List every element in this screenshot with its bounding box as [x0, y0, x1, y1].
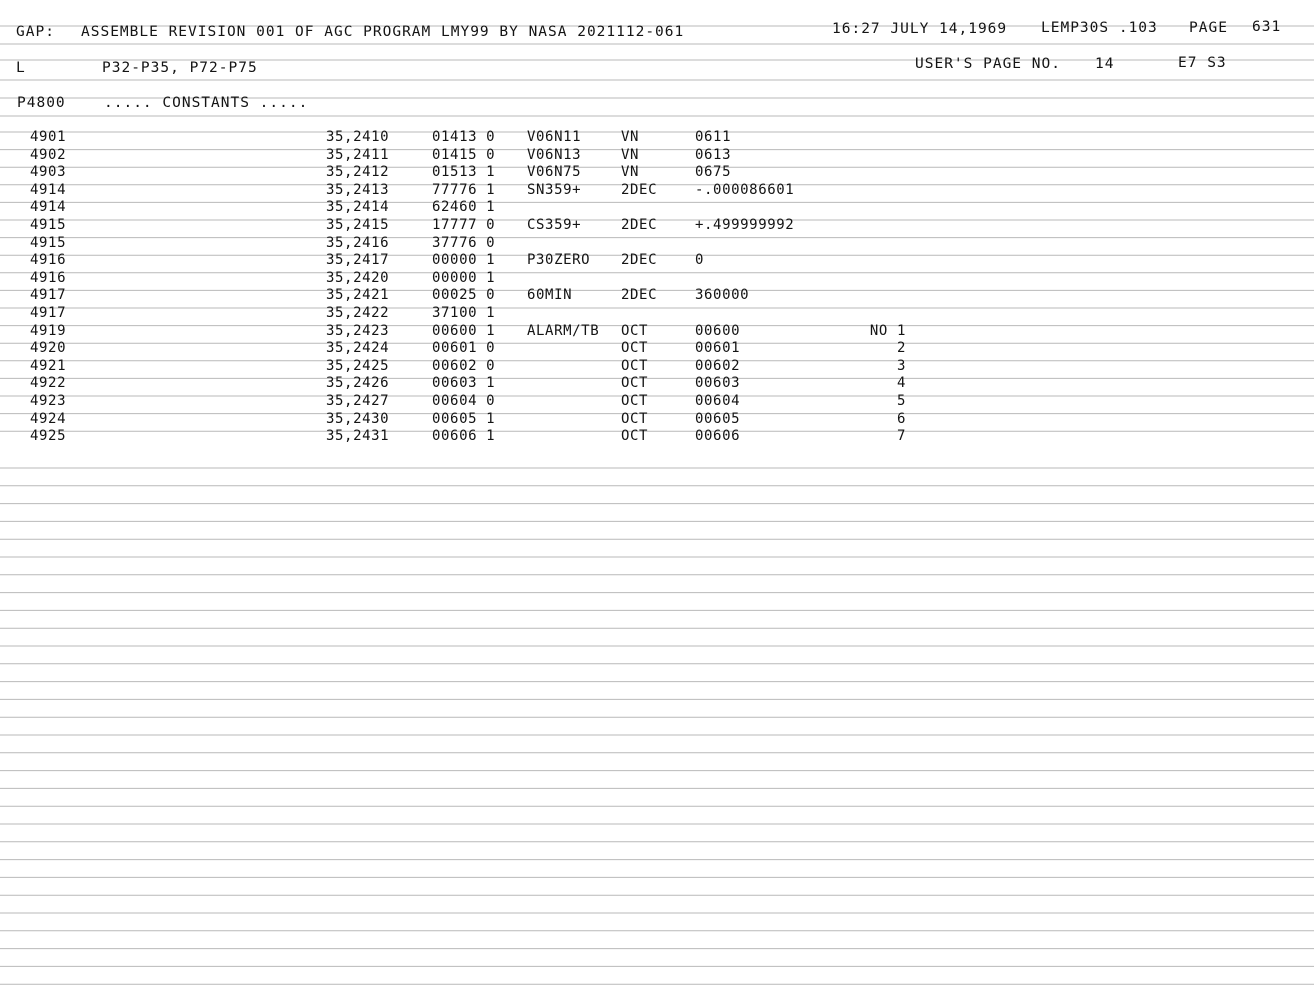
memory-address: 35,2420	[326, 269, 390, 286]
line-number: 4914	[30, 181, 67, 198]
opcode: 2DEC	[621, 287, 658, 304]
gap-label: GAP:	[16, 24, 55, 40]
memory-address: 35,2411	[326, 146, 390, 163]
octal-word: 00000 1	[432, 269, 496, 286]
opcode: OCT	[621, 410, 649, 427]
operand: 0	[695, 252, 705, 269]
line-number: 4919	[30, 322, 67, 339]
subheader-marker: L	[16, 60, 26, 76]
line-number: 4916	[30, 269, 67, 286]
opcode: OCT	[621, 322, 649, 339]
operand: +.499999992	[695, 217, 795, 233]
operand: 00604	[695, 393, 741, 409]
line-number: 4915	[30, 217, 67, 233]
memory-address: 35,2424	[326, 340, 390, 357]
memory-address: 35,2415	[326, 217, 390, 233]
memory-address: 35,2423	[326, 322, 390, 339]
opcode: OCT	[621, 357, 649, 374]
line-number: 4915	[30, 234, 67, 251]
symbol-label: V06N13	[527, 146, 582, 163]
memory-address: 35,2410	[326, 129, 390, 145]
assembly-title: ASSEMBLE REVISION 001 OF AGC PROGRAM LMY99 BY NASA 2021112-061	[81, 24, 685, 40]
opcode: 2DEC	[621, 217, 658, 233]
operand: 00603	[695, 375, 741, 392]
octal-word: 00000 1	[432, 252, 496, 269]
timestamp: 16:27 JULY 14,1969	[832, 21, 1008, 37]
comment: 6	[896, 410, 906, 427]
opcode: OCT	[621, 375, 649, 392]
opcode: VN	[621, 164, 640, 181]
memory-address: 35,2431	[326, 428, 390, 445]
symbol-label: ALARM/TB	[527, 322, 600, 339]
program-range: P32-P35, P72-P75	[102, 60, 258, 76]
memory-address: 35,2430	[326, 410, 390, 427]
memory-address: 35,2422	[326, 305, 390, 321]
memory-address: 35,2426	[326, 375, 390, 392]
operand: 00602	[695, 357, 741, 374]
users-page-number: 14	[1095, 56, 1115, 72]
symbol-label: SN359+	[527, 181, 582, 198]
line-number: 4901	[30, 129, 67, 145]
line-number: 4920	[30, 340, 67, 357]
line-number: 4903	[30, 164, 67, 181]
octal-word: 37776 0	[432, 234, 496, 251]
symbol-label: P30ZERO	[527, 252, 591, 269]
line-number: 4922	[30, 375, 67, 392]
opcode: 2DEC	[621, 181, 658, 198]
symbol-label: CS359+	[527, 217, 582, 233]
section-id: P4800	[17, 95, 66, 111]
comment: 7	[896, 428, 906, 445]
line-number: 4914	[30, 199, 67, 216]
octal-word: 00606 1	[432, 428, 496, 445]
users-page-label: USER'S PAGE NO.	[915, 56, 1061, 72]
octal-word: 00600 1	[432, 322, 496, 339]
memory-address: 35,2413	[326, 181, 390, 198]
opcode: OCT	[621, 340, 649, 357]
line-number: 4917	[30, 305, 67, 321]
memory-address: 35,2425	[326, 357, 390, 374]
opcode: 2DEC	[621, 252, 658, 269]
memory-address: 35,2421	[326, 287, 390, 304]
line-number: 4917	[30, 287, 67, 304]
section-title: ..... CONSTANTS .....	[104, 95, 309, 111]
octal-word: 00601 0	[432, 340, 496, 357]
octal-word: 77776 1	[432, 181, 496, 198]
operand: 00600	[695, 322, 741, 339]
octal-word: 17777 0	[432, 217, 496, 233]
octal-word: 00025 0	[432, 287, 496, 304]
octal-word: 00605 1	[432, 410, 496, 427]
comment: NO 1	[869, 322, 906, 339]
memory-address: 35,2417	[326, 252, 390, 269]
octal-word: 00604 0	[432, 393, 496, 409]
line-number: 4916	[30, 252, 67, 269]
line-number: 4924	[30, 410, 67, 427]
memory-address: 35,2414	[326, 199, 390, 216]
page-number: 631	[1252, 19, 1282, 35]
line-number: 4902	[30, 146, 67, 163]
symbol-label: V06N11	[527, 129, 582, 145]
line-number: 4923	[30, 393, 67, 409]
operand: 0675	[695, 164, 732, 181]
octal-word: 01415 0	[432, 146, 496, 163]
comment: 2	[896, 340, 906, 357]
operand: 00606	[695, 428, 741, 445]
line-number: 4921	[30, 357, 67, 374]
operand: -.000086601	[695, 181, 795, 198]
line-number: 4925	[30, 428, 67, 445]
operand: 0611	[695, 129, 732, 145]
octal-word: 00603 1	[432, 375, 496, 392]
octal-word: 62460 1	[432, 199, 496, 216]
memory-address: 35,2416	[326, 234, 390, 251]
operand: 00601	[695, 340, 741, 357]
comment: 3	[896, 357, 906, 374]
opcode: OCT	[621, 393, 649, 409]
page-code: E7 S3	[1178, 55, 1227, 71]
opcode: VN	[621, 146, 640, 163]
page-label: PAGE	[1189, 20, 1228, 36]
comment: 4	[896, 375, 906, 392]
symbol-label: V06N75	[527, 164, 582, 181]
memory-address: 35,2412	[326, 164, 390, 181]
memory-address: 35,2427	[326, 393, 390, 409]
octal-word: 01413 0	[432, 129, 496, 145]
operand: 0613	[695, 146, 732, 163]
operand: 360000	[695, 287, 750, 304]
opcode: OCT	[621, 428, 649, 445]
operand: 00605	[695, 410, 741, 427]
opcode: VN	[621, 129, 640, 145]
comment: 5	[896, 393, 906, 409]
octal-word: 37100 1	[432, 305, 496, 321]
job-id: LEMP30S .103	[1041, 20, 1158, 36]
symbol-label: 60MIN	[527, 287, 573, 304]
octal-word: 01513 1	[432, 164, 496, 181]
octal-word: 00602 0	[432, 357, 496, 374]
